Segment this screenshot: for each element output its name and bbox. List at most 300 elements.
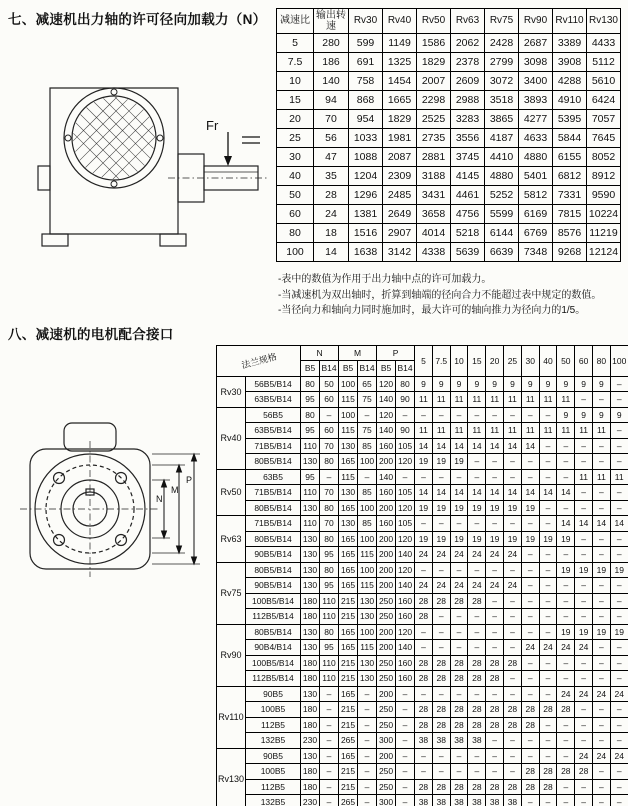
dim-cell: – [320, 407, 339, 423]
ratio-cell: 11 [504, 392, 522, 408]
ratio-cell: – [539, 717, 557, 733]
ratio-cell: 38 [415, 795, 433, 806]
ratio-cell: 24 [539, 640, 557, 656]
table-cell: 4187 [485, 129, 519, 148]
table-cell: 2298 [417, 91, 451, 110]
table-row [217, 655, 628, 671]
ratio-cell: – [486, 748, 504, 764]
ratio-cell: – [486, 593, 504, 609]
ratio-cell: – [593, 547, 611, 563]
table-cell: 7.5 [277, 53, 314, 72]
table-cell: 1829 [383, 110, 417, 129]
flange-cell: 63B5/B14 [246, 423, 301, 439]
ratio-cell: 9 [575, 376, 593, 392]
ratio-cell: 28 [415, 702, 433, 718]
dim-cell: 130 [301, 562, 320, 578]
ratio-cell: 28 [450, 655, 468, 671]
dim-cell: 130 [339, 438, 358, 454]
ratio-cell: – [575, 547, 593, 563]
table-cell: 40 [277, 167, 314, 186]
ratio-cell: – [415, 764, 433, 780]
ratio-cell: – [539, 547, 557, 563]
table-cell: 6144 [485, 224, 519, 243]
ratio-cell: – [521, 562, 539, 578]
ratio-cell: 28 [486, 671, 504, 687]
dim-cell: 130 [339, 516, 358, 532]
flange-cell: 63B5/B14 [246, 392, 301, 408]
dim-cell: – [396, 764, 415, 780]
ratio-cell: – [504, 686, 522, 702]
ratio-cell: – [575, 392, 593, 408]
ratio-cell: – [521, 624, 539, 640]
mount-type-header: B5 [377, 361, 396, 377]
dim-cell: 250 [377, 764, 396, 780]
ratio-cell: – [504, 764, 522, 780]
ratio-cell: – [593, 779, 611, 795]
ratio-cell: 9 [539, 376, 557, 392]
ratio-cell: 19 [450, 500, 468, 516]
dim-cell: 165 [339, 454, 358, 470]
ratio-cell: 24 [486, 547, 504, 563]
gearbox-front-view-drawing [18, 38, 274, 250]
ratio-cell: – [504, 609, 522, 625]
table-cell: 4433 [587, 34, 621, 53]
ratio-cell: – [521, 593, 539, 609]
ratio-cell: 14 [504, 438, 522, 454]
ratio-cell: 24 [432, 578, 450, 594]
ratio-cell: – [486, 733, 504, 749]
ratio-cell: – [432, 624, 450, 640]
dim-cell: 70 [320, 516, 339, 532]
flange-cell: 63B5 [246, 469, 301, 485]
table-cell: 6812 [553, 167, 587, 186]
table-row [217, 500, 628, 516]
table-cell: 1088 [349, 148, 383, 167]
ratio-cell: – [593, 671, 611, 687]
table-row [217, 392, 628, 408]
table-cell: 56 [314, 129, 349, 148]
ratio-cell: 14 [557, 485, 575, 501]
table-cell: 12124 [587, 243, 621, 262]
table-cell: 2525 [417, 110, 451, 129]
dim-cell: 160 [377, 516, 396, 532]
flange-cell: 112B5/B14 [246, 609, 301, 625]
table-cell: 1981 [383, 129, 417, 148]
ratio-cell: – [486, 454, 504, 470]
flange-cell: 71B5/B14 [246, 485, 301, 501]
dim-cell: 250 [377, 593, 396, 609]
dim-cell: 215 [339, 593, 358, 609]
ratio-cell: – [593, 655, 611, 671]
table-cell: 80 [277, 224, 314, 243]
radial-force-arrow [224, 132, 232, 166]
table-cell: 1325 [383, 53, 417, 72]
ratio-cell: – [557, 469, 575, 485]
ratio-cell: 28 [504, 779, 522, 795]
dim-cell: 300 [377, 733, 396, 749]
dim-cell: 130 [301, 624, 320, 640]
ratio-cell: – [593, 485, 611, 501]
column-header: Rv110 [553, 9, 587, 34]
ratio-cell: 11 [486, 392, 504, 408]
ratio-cell: 11 [539, 392, 557, 408]
dim-cell: 110 [320, 609, 339, 625]
dim-cell: 100 [358, 562, 377, 578]
dim-cell: 215 [339, 779, 358, 795]
ratio-cell: – [486, 686, 504, 702]
ratio-cell: – [539, 748, 557, 764]
flange-cell: 80B5/B14 [246, 624, 301, 640]
table-cell: 5395 [553, 110, 587, 129]
ratio-cell: – [415, 686, 433, 702]
ratio-cell: 19 [486, 500, 504, 516]
ratio-cell: – [432, 469, 450, 485]
ratio-cell: – [610, 640, 628, 656]
dim-cell: 105 [396, 438, 415, 454]
model-cell: Rv130 [217, 748, 246, 806]
ratio-cell: – [539, 516, 557, 532]
ratio-cell: 24 [432, 547, 450, 563]
ratio-cell: 24 [521, 640, 539, 656]
table-cell: 140 [314, 72, 349, 91]
ratio-cell: – [432, 686, 450, 702]
ratio-cell: 9 [415, 376, 433, 392]
dim-cell: 200 [377, 562, 396, 578]
table-cell: 280 [314, 34, 349, 53]
dim-cell: – [320, 733, 339, 749]
ratio-header: 40 [539, 345, 557, 376]
ratio-cell: 9 [557, 407, 575, 423]
table-cell: 2428 [485, 34, 519, 53]
table-cell: 691 [349, 53, 383, 72]
ratio-cell: 14 [593, 516, 611, 532]
ratio-cell: – [486, 562, 504, 578]
ratio-cell: 11 [593, 469, 611, 485]
ratio-cell: 14 [486, 438, 504, 454]
section8-title: 八、减速机的电机配合接口 [8, 326, 174, 342]
dim-cell: 200 [377, 500, 396, 516]
ratio-cell: 19 [432, 531, 450, 547]
dim-cell: 180 [301, 593, 320, 609]
ratio-cell: – [450, 624, 468, 640]
ratio-cell: 19 [504, 531, 522, 547]
dim-cell: 250 [377, 609, 396, 625]
ratio-cell: 11 [415, 392, 433, 408]
dim-cell: 85 [358, 516, 377, 532]
flange-face-drawing [12, 401, 212, 637]
dim-cell: 100 [339, 376, 358, 392]
ratio-cell: 19 [521, 531, 539, 547]
ratio-cell: 9 [432, 376, 450, 392]
ratio-cell: 19 [575, 624, 593, 640]
dim-cell: – [358, 686, 377, 702]
dim-cell: 180 [301, 655, 320, 671]
ratio-cell: 28 [539, 702, 557, 718]
dim-cell: 115 [358, 578, 377, 594]
ratio-cell: 9 [593, 376, 611, 392]
ratio-cell: 11 [521, 423, 539, 439]
ratio-cell: 19 [415, 531, 433, 547]
flange-cell: 100B5 [246, 764, 301, 780]
dim-cell: 165 [339, 547, 358, 563]
table-cell: 1204 [349, 167, 383, 186]
ratio-cell: – [521, 454, 539, 470]
ratio-cell: – [504, 748, 522, 764]
table-cell: 1149 [383, 34, 417, 53]
dim-cell: 80 [320, 500, 339, 516]
ratio-cell: 28 [486, 779, 504, 795]
dim-cell: 85 [358, 485, 377, 501]
dim-cell: 250 [377, 671, 396, 687]
table-cell: 2881 [417, 148, 451, 167]
dim-cell: – [358, 469, 377, 485]
ratio-cell: 19 [432, 454, 450, 470]
mounting-foot [42, 234, 68, 246]
ratio-cell: 24 [575, 640, 593, 656]
dim-cell: 200 [377, 531, 396, 547]
table-cell: 30 [277, 148, 314, 167]
table-row [277, 148, 621, 167]
dim-cell: 160 [396, 609, 415, 625]
table-cell: 758 [349, 72, 383, 91]
dim-cell: 110 [301, 516, 320, 532]
ratio-cell: – [450, 764, 468, 780]
model-cell: Rv90 [217, 624, 246, 686]
ratio-cell: 24 [575, 748, 593, 764]
ratio-cell: – [486, 624, 504, 640]
dim-cell: – [358, 733, 377, 749]
ratio-cell: 28 [521, 702, 539, 718]
dim-cell: 165 [339, 686, 358, 702]
ratio-cell: – [521, 795, 539, 806]
ratio-cell: – [575, 531, 593, 547]
table-cell: 2062 [451, 34, 485, 53]
table-row [217, 748, 628, 764]
flange-cell: 100B5 [246, 702, 301, 718]
table-cell: 5812 [519, 186, 553, 205]
ratio-cell: 38 [468, 733, 486, 749]
dim-cell: 165 [339, 578, 358, 594]
dim-cell: 215 [339, 764, 358, 780]
dim-cell: – [358, 795, 377, 806]
ratio-cell: – [432, 562, 450, 578]
table-cell: 1381 [349, 205, 383, 224]
header-row [217, 345, 628, 361]
ratio-cell: 28 [450, 702, 468, 718]
table-cell: 8576 [553, 224, 587, 243]
dim-cell: 160 [377, 485, 396, 501]
ratio-cell: 28 [486, 655, 504, 671]
ratio-cell: – [575, 717, 593, 733]
ratio-cell: – [610, 423, 628, 439]
note-line: -当减速机为双出轴时，折算到轴端的径向合力不能超过表中规定的数值。 [278, 289, 602, 301]
ratio-cell: 14 [468, 485, 486, 501]
flange-cell: 90B5/B14 [246, 547, 301, 563]
ratio-cell: 38 [415, 733, 433, 749]
dim-cell: 120 [377, 407, 396, 423]
flange-cell: 90B4/B14 [246, 640, 301, 656]
ratio-cell: 28 [468, 593, 486, 609]
flange-screws [65, 89, 163, 187]
dim-cell: 250 [377, 655, 396, 671]
dim-cell: – [396, 407, 415, 423]
dim-cell: 95 [301, 392, 320, 408]
ratio-cell: – [593, 578, 611, 594]
dim-group-header: N [301, 345, 339, 361]
dim-cell: 180 [301, 717, 320, 733]
ratio-cell: – [504, 624, 522, 640]
dim-cell: 265 [339, 733, 358, 749]
ratio-cell: 14 [432, 438, 450, 454]
ratio-cell: – [415, 624, 433, 640]
table-cell: 5639 [451, 243, 485, 262]
dim-cell: 110 [301, 438, 320, 454]
dim-cell: 140 [377, 469, 396, 485]
ratio-cell: 9 [521, 376, 539, 392]
table-row [277, 224, 621, 243]
table-cell: 70 [314, 110, 349, 129]
dim-cell: 130 [301, 500, 320, 516]
dim-cell: 250 [377, 717, 396, 733]
ratio-cell: 24 [610, 686, 628, 702]
mount-type-header: B5 [339, 361, 358, 377]
table-cell: 3072 [485, 72, 519, 91]
ratio-cell: 28 [450, 593, 468, 609]
table-cell: 4880 [485, 167, 519, 186]
ratio-cell: 14 [504, 485, 522, 501]
table-cell: 868 [349, 91, 383, 110]
bolt-hole [116, 534, 127, 545]
dim-cell: 120 [396, 500, 415, 516]
ratio-cell: – [539, 795, 557, 806]
dim-cell: – [396, 795, 415, 806]
table-cell: 20 [277, 110, 314, 129]
ratio-cell: 38 [468, 795, 486, 806]
table-cell: 4910 [553, 91, 587, 110]
table-cell: 4145 [451, 167, 485, 186]
ratio-cell: 28 [432, 671, 450, 687]
ratio-cell: – [575, 578, 593, 594]
table-cell: 3658 [417, 205, 451, 224]
table-row [217, 423, 628, 439]
radial-force-label: Fr [206, 118, 219, 133]
dim-cell: 300 [377, 795, 396, 806]
table-cell: 4461 [451, 186, 485, 205]
ratio-cell: 28 [575, 764, 593, 780]
table-cell: 3908 [553, 53, 587, 72]
ratio-cell: 19 [521, 500, 539, 516]
dim-cell: 110 [320, 671, 339, 687]
dim-cell: 160 [377, 438, 396, 454]
ratio-cell: – [593, 640, 611, 656]
table-cell: 7815 [553, 205, 587, 224]
mounting-foot [160, 234, 186, 246]
ratio-cell: 28 [504, 717, 522, 733]
table-cell: 4633 [519, 129, 553, 148]
ratio-cell: 24 [557, 686, 575, 702]
ratio-cell: 9 [610, 407, 628, 423]
dim-cell: 115 [339, 469, 358, 485]
ratio-cell: 11 [575, 469, 593, 485]
ratio-cell: – [450, 640, 468, 656]
parallel-marks-icon [242, 137, 260, 143]
dim-cell: 130 [301, 547, 320, 563]
dim-cell: 80 [396, 376, 415, 392]
ratio-cell: – [610, 438, 628, 454]
table-cell: 1454 [383, 72, 417, 91]
dim-cell: 75 [358, 392, 377, 408]
flange-cell: 90B5/B14 [246, 578, 301, 594]
dim-cell: 110 [320, 655, 339, 671]
ratio-cell: 28 [539, 779, 557, 795]
table-cell: 47 [314, 148, 349, 167]
table-row [217, 376, 628, 392]
ratio-cell: 19 [415, 500, 433, 516]
ratio-cell: – [450, 407, 468, 423]
table-cell: 599 [349, 34, 383, 53]
dim-cell: 80 [320, 454, 339, 470]
dim-cell: – [396, 717, 415, 733]
table-cell: 2649 [383, 205, 417, 224]
ratio-cell: 24 [504, 578, 522, 594]
ratio-cell: 9 [450, 376, 468, 392]
table-row [217, 671, 628, 687]
column-header: 减速比 [277, 9, 314, 34]
ratio-cell: – [557, 500, 575, 516]
ratio-cell: 19 [593, 624, 611, 640]
ratio-cell: – [486, 469, 504, 485]
table-cell: 18 [314, 224, 349, 243]
table-row [217, 438, 628, 454]
ratio-cell: – [575, 485, 593, 501]
ratio-cell: 19 [468, 531, 486, 547]
model-cell: Rv50 [217, 469, 246, 516]
dim-cell: 100 [358, 531, 377, 547]
ratio-cell: – [432, 407, 450, 423]
ratio-cell: – [557, 748, 575, 764]
ratio-cell: – [486, 609, 504, 625]
dim-cell: 200 [377, 748, 396, 764]
dim-cell: 80 [301, 407, 320, 423]
ratio-cell: 28 [557, 702, 575, 718]
mount-type-header: B5 [301, 361, 320, 377]
ratio-cell: – [557, 671, 575, 687]
dim-cell: 100 [358, 624, 377, 640]
ratio-header: 25 [504, 345, 522, 376]
table-cell: 11219 [587, 224, 621, 243]
note-line: -当径向力和轴向力同时施加时，最大许可的轴向推力为径向力的1/5。 [278, 305, 586, 316]
dim-cell: – [320, 717, 339, 733]
ratio-cell: – [557, 795, 575, 806]
table-cell: 5599 [485, 205, 519, 224]
dim-cell: 130 [301, 640, 320, 656]
ratio-cell: 14 [450, 438, 468, 454]
table-cell: 5252 [485, 186, 519, 205]
ratio-cell: 28 [432, 702, 450, 718]
model-cell: Rv40 [217, 407, 246, 469]
table-cell: 60 [277, 205, 314, 224]
dim-cell: – [358, 717, 377, 733]
ratio-cell: – [610, 795, 628, 806]
dim-cell: – [320, 795, 339, 806]
flange-cell: 80B5/B14 [246, 531, 301, 547]
ratio-cell: 24 [486, 578, 504, 594]
table-cell: 5844 [553, 129, 587, 148]
dim-cell: 165 [339, 748, 358, 764]
ratio-cell: 24 [610, 748, 628, 764]
dim-cell: 105 [396, 485, 415, 501]
table-row [217, 640, 628, 656]
